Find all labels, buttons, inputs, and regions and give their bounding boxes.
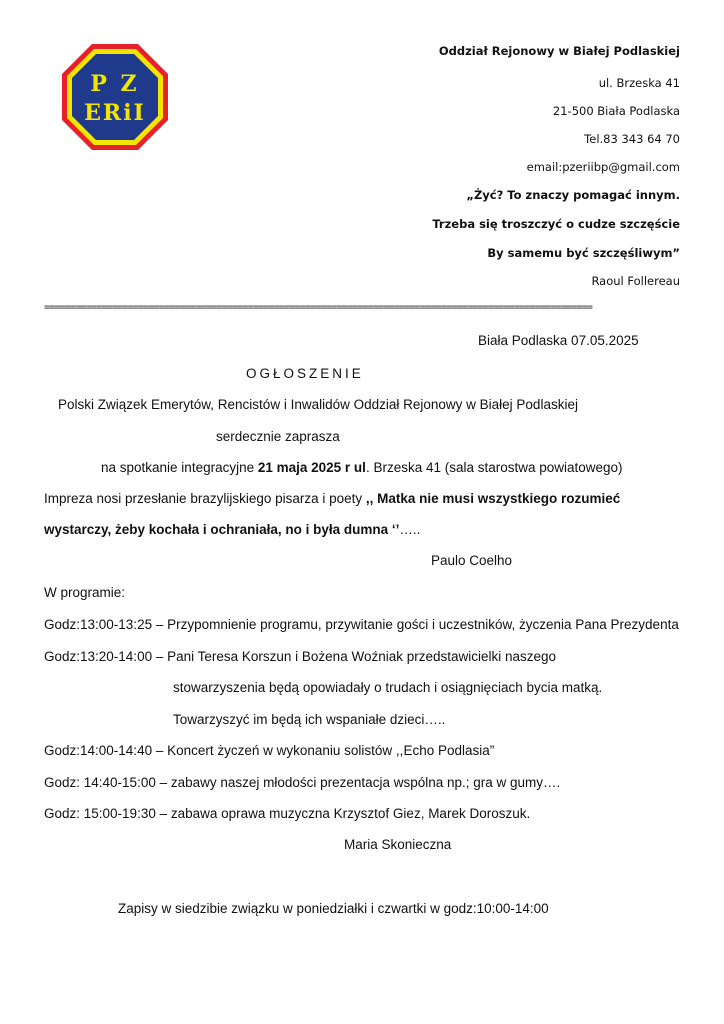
- place-date: Biała Podlaska 07.05.2025: [478, 333, 639, 348]
- meeting-date: 21 maja 2025 r ul: [257, 460, 366, 475]
- program-item: Godz:13:20-14:00 – Pani Teresa Korszun i Bożena Woźniak przedstawicielki naszego: [44, 649, 557, 664]
- meeting-location: . Brzeska 41 (sala starostwa powiatowego): [365, 460, 623, 475]
- motto-prefix: Impreza nosi przesłanie brazylijskiego pisarza i poety: [44, 491, 366, 506]
- program-item: Godz: 14:40-15:00 – zabawy naszej młodości prezentacja wspólna np.; gra w gumy….: [44, 775, 561, 790]
- quote-line-3: By samemu być szczęśliwym”: [487, 246, 680, 260]
- logo-text-top: P Z: [90, 71, 140, 97]
- motto-quote-part-2: wystarczy, żeby kochała i ochraniała, no i była dumna ‘’: [44, 522, 400, 537]
- quote-author: Raoul Follereau: [591, 274, 680, 288]
- program-item: Godz:13:00-13:25 – Przypomnienie programu, przywitanie gości i uczestników, życzenia Pana Prezydenta: [44, 617, 679, 632]
- meeting-line: [101, 460, 623, 475]
- registration-note: Zapisy w siedzibie związku w poniedziałki i czwartki w godz:10:00-14:00: [118, 901, 549, 916]
- separator-line: =========================================================================================================: [44, 302, 593, 313]
- logo-text-bottom: ERiI: [84, 100, 146, 126]
- motto-author: Paulo Coelho: [431, 553, 513, 568]
- program-item-continuation: Towarzyszyć im będą ich wspaniałe dzieci…..: [173, 712, 446, 727]
- org-phone: Tel.83 343 64 70: [584, 132, 680, 146]
- program-item: Godz: 15:00-19:30 – zabawa oprawa muzyczna Krzysztof Giez, Marek Doroszuk.: [44, 806, 531, 821]
- logo-inner-octagon: [72, 54, 158, 140]
- meeting-prefix: na spotkanie integracyjne: [101, 460, 258, 475]
- program-item-continuation: stowarzyszenia będą opowiadały o trudach i osiągnięciach bycia matką.: [173, 680, 603, 695]
- motto-quote-part-1: ,, Matka nie musi wszystkiego rozumieć: [365, 491, 621, 506]
- org-email: email:pzeriibp@gmail.com: [526, 160, 680, 174]
- signature: Maria Skonieczna: [344, 837, 452, 852]
- motto-ellipsis: …..: [399, 522, 421, 537]
- motto-line-1: [44, 491, 620, 506]
- announcement-title: OGŁOSZENIE: [246, 366, 364, 381]
- pzerii-logo: [60, 42, 170, 152]
- quote-line-2: Trzeba się troszczyć o cudze szczęście: [432, 217, 680, 231]
- organization-line: Polski Związek Emerytów, Rencistów i Inwalidów Oddział Rejonowy w Białej Podlaskiej: [58, 397, 578, 412]
- org-street: ul. Brzeska 41: [598, 76, 680, 90]
- org-name: Oddział Rejonowy w Białej Podlaskiej: [438, 44, 680, 58]
- org-city: 21-500 Biała Podlaska: [552, 104, 680, 118]
- program-item: Godz:14:00-14:40 – Koncert życzeń w wykonaniu solistów ,,Echo Podlasia”: [44, 743, 495, 758]
- motto-line-2: [44, 522, 420, 537]
- program-heading: W programie:: [44, 585, 126, 600]
- quote-line-1: „Żyć? To znaczy pomagać innym.: [466, 188, 680, 202]
- invitation-line: serdecznie zaprasza: [216, 429, 340, 444]
